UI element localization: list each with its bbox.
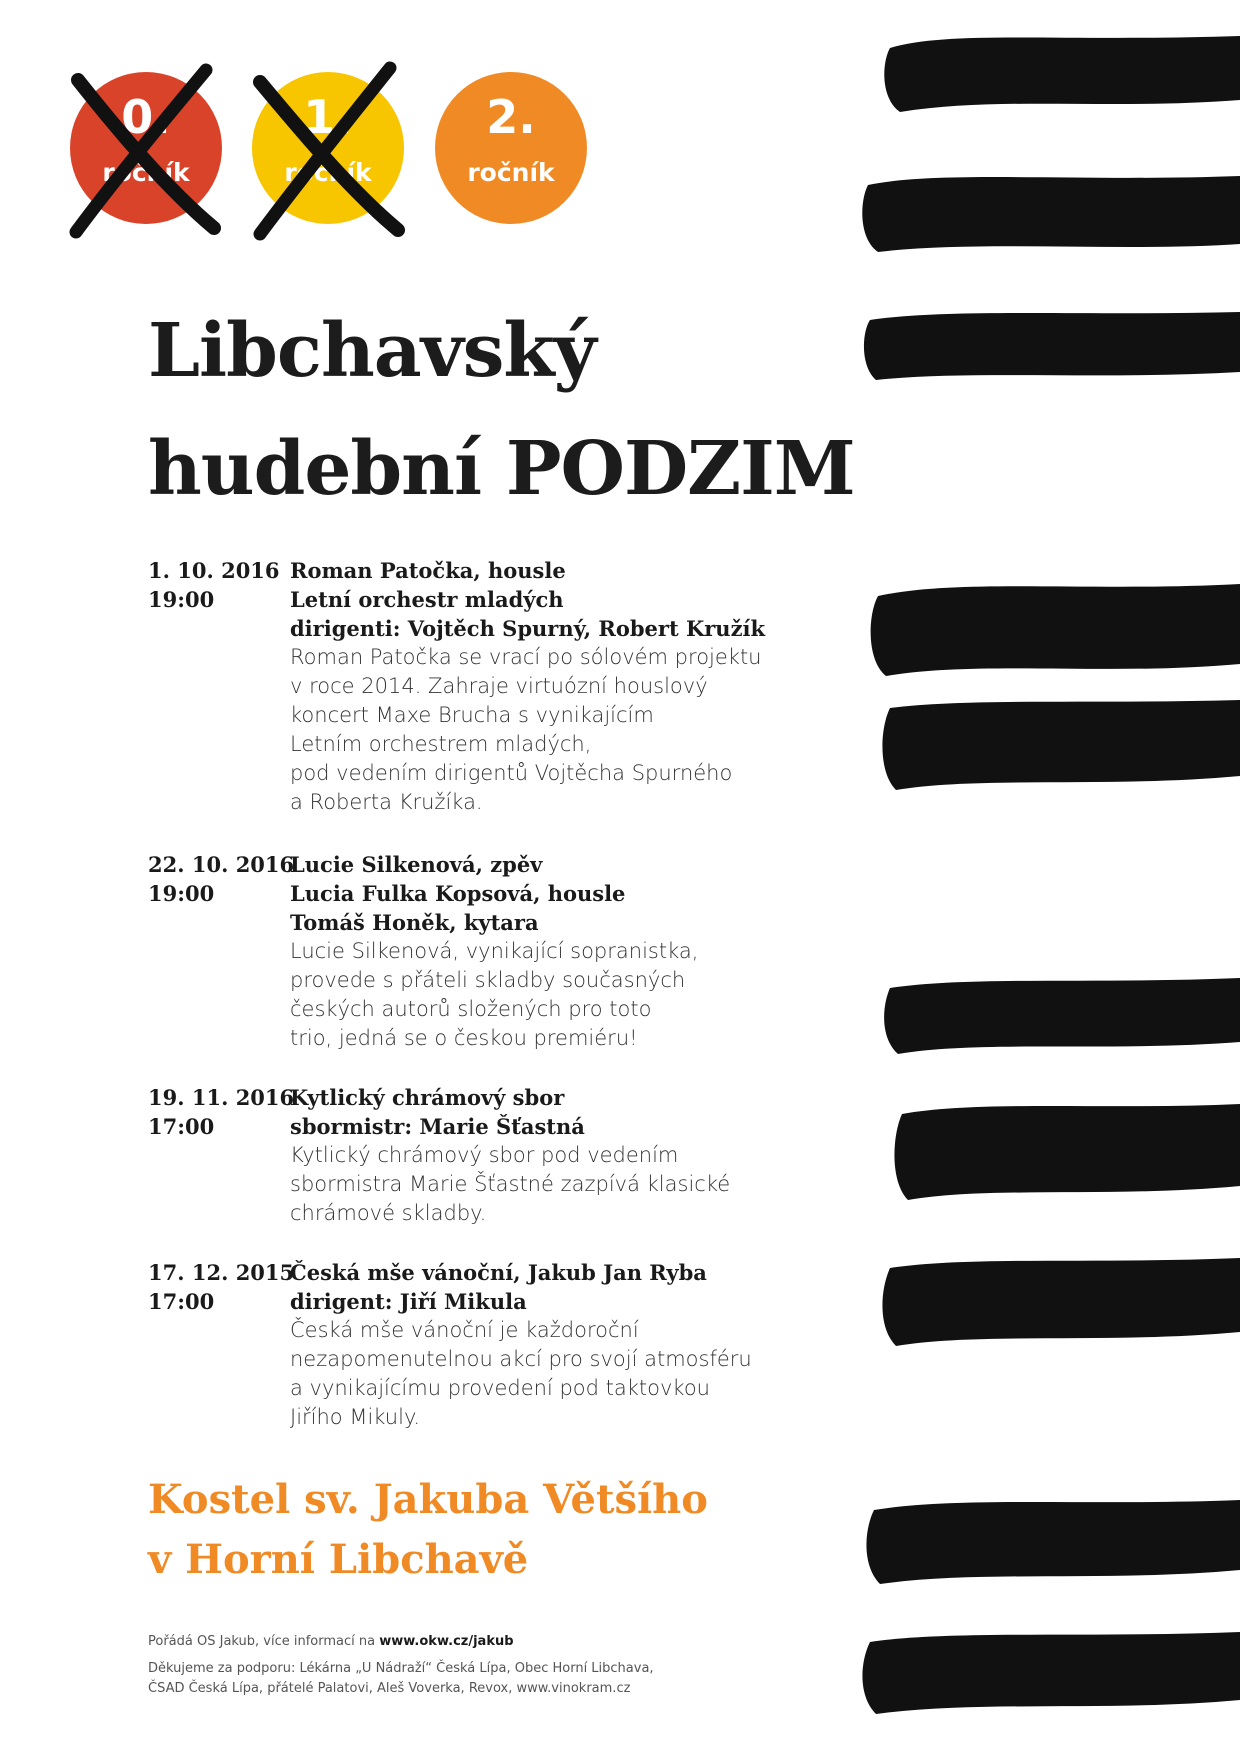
event-headline: dirigenti: Vojtěch Spurný, Robert Kružík xyxy=(290,616,766,641)
organizer-note xyxy=(148,1632,654,1652)
brush-stroke xyxy=(884,36,1240,112)
event-headline: Tomáš Honěk, kytara xyxy=(290,910,539,935)
event-info xyxy=(290,556,765,817)
event-item xyxy=(148,556,765,817)
event-when xyxy=(148,850,295,1053)
cross-mark-icon xyxy=(238,48,418,248)
event-description-line: v roce 2014. Zahraje virtuózní houslový xyxy=(290,674,708,698)
brush-stroke xyxy=(862,1632,1240,1714)
event-description-line: Česká mše vánoční je každoroční xyxy=(290,1318,639,1342)
poster-title xyxy=(148,292,855,528)
cross-mark-icon xyxy=(56,48,236,248)
event-description-line: chrámové skladby. xyxy=(290,1201,487,1225)
brush-stroke xyxy=(864,312,1240,380)
badge-label: ročník xyxy=(467,158,555,187)
badge-label: ročník xyxy=(102,158,190,187)
event-date: 17. 12. 2015 xyxy=(148,1260,295,1285)
event-headline: sbormistr: Marie Šťastná xyxy=(290,1114,585,1139)
event-when xyxy=(148,1258,295,1432)
brush-stroke xyxy=(862,176,1240,252)
badge-number: 0. xyxy=(121,90,171,144)
event-description-line: českých autorů složených pro toto xyxy=(290,997,652,1021)
event-info xyxy=(290,850,698,1053)
event-description-line: koncert Maxe Brucha s vynikajícím xyxy=(290,703,654,727)
venue-line-2: v Horní Libchavě xyxy=(148,1536,529,1583)
organizer-text: Pořádá OS Jakub, více informací na xyxy=(148,1634,380,1649)
event-headline: Kytlický chrámový sbor xyxy=(290,1085,565,1110)
event-headline: Lucia Fulka Kopsová, housle xyxy=(290,881,626,906)
title-line-1: Libchavský xyxy=(148,308,596,394)
event-description-line: Letním orchestrem mladých, xyxy=(290,732,592,756)
event-description-line: Roman Patočka se vrací po sólovém projektu xyxy=(290,645,762,669)
event-time: 17:00 xyxy=(148,1114,215,1139)
event-when xyxy=(148,556,290,817)
title-line-2: hudební PODZIM xyxy=(148,426,855,512)
event-description-line: Kytlický chrámový sbor pod vedením xyxy=(290,1143,679,1167)
event-description-line: a Roberta Kružíka. xyxy=(290,790,483,814)
event-description-line: nezapomenutelnou akcí pro svojí atmosféru xyxy=(290,1347,752,1371)
organizer-link[interactable]: www.okw.cz/jakub xyxy=(379,1634,514,1649)
event-item xyxy=(148,850,698,1053)
thanks-line-1: Děkujeme za podporu: Lékárna „U Nádraží“ Česká Lípa, Obec Horní Libchava, xyxy=(148,1661,654,1676)
badge-label: ročník xyxy=(284,158,372,187)
event-date: 1. 10. 2016 xyxy=(148,558,280,583)
badge-number: 1. xyxy=(303,90,353,144)
event-date: 22. 10. 2016 xyxy=(148,852,295,877)
event-item xyxy=(148,1258,752,1432)
venue-line-1: Kostel sv. Jakuba Většího xyxy=(148,1476,708,1523)
event-headline: Lucie Silkenová, zpěv xyxy=(290,852,543,877)
event-headline: Letní orchestr mladých xyxy=(290,587,564,612)
edition-badge-0 xyxy=(70,72,222,224)
brush-stroke xyxy=(882,1258,1240,1346)
brush-stroke xyxy=(882,700,1240,790)
event-description-line: trio, jedná se o českou premiéru! xyxy=(290,1026,638,1050)
edition-badge-1 xyxy=(252,72,404,224)
brush-stroke xyxy=(894,1104,1240,1200)
event-time: 19:00 xyxy=(148,587,215,612)
event-description-line: Jiřího Mikuly. xyxy=(290,1405,421,1429)
event-headline: dirigent: Jiří Mikula xyxy=(290,1289,527,1314)
event-item xyxy=(148,1083,730,1228)
edition-badge-2 xyxy=(435,72,587,224)
thanks-line-2: ČSAD Česká Lípa, přátelé Palatovi, Aleš Voverka, Revox, www.vinokram.cz xyxy=(148,1681,631,1696)
event-description-line: pod vedením dirigentů Vojtěcha Spurného xyxy=(290,761,733,785)
event-info xyxy=(290,1258,752,1432)
brush-stroke xyxy=(866,1500,1240,1584)
event-description-line: provede s přáteli skladby současných xyxy=(290,968,686,992)
brush-strokes-decoration xyxy=(860,0,1240,1754)
event-when xyxy=(148,1083,295,1228)
badge-number: 2. xyxy=(486,90,536,144)
brush-stroke xyxy=(871,584,1240,676)
event-headline: Česká mše vánoční, Jakub Jan Ryba xyxy=(290,1260,707,1285)
event-description-line: a vynikajícímu provedení pod taktovkou xyxy=(290,1376,710,1400)
event-description-line: sbormistra Marie Šťastné zazpívá klasické xyxy=(290,1172,731,1196)
venue xyxy=(148,1470,708,1590)
event-headline: Roman Patočka, housle xyxy=(290,558,566,583)
event-time: 17:00 xyxy=(148,1289,215,1314)
event-info xyxy=(290,1083,730,1228)
event-description-line: Lucie Silkenová, vynikající sopranistka, xyxy=(290,939,699,963)
event-date: 19. 11. 2016 xyxy=(148,1085,295,1110)
footer xyxy=(148,1632,654,1699)
event-time: 19:00 xyxy=(148,881,215,906)
brush-stroke xyxy=(884,978,1240,1054)
